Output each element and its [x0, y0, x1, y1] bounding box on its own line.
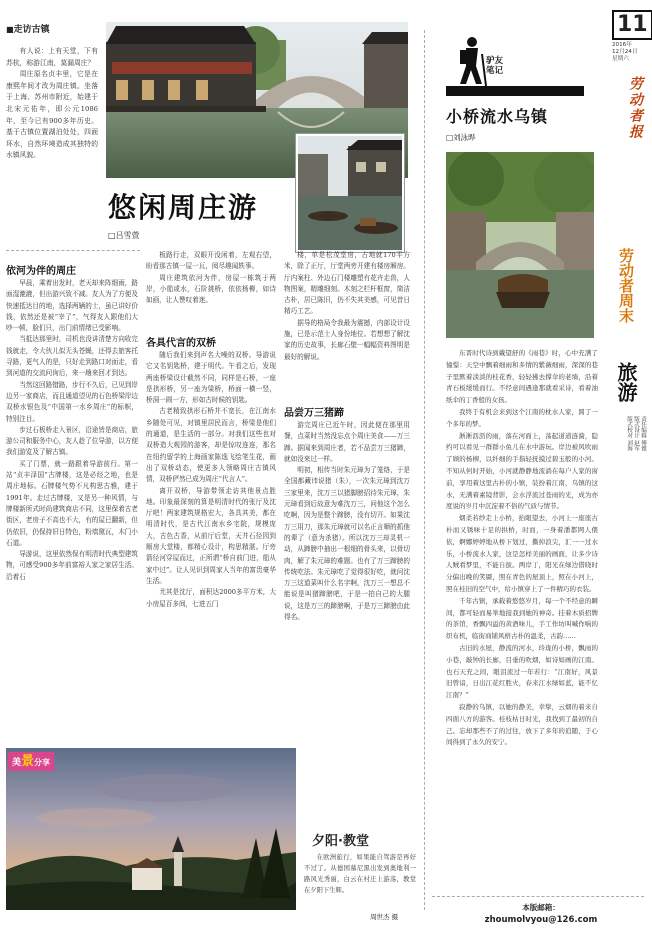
column-logo-text: 驴友 笔记	[486, 56, 504, 76]
section-heading: 品尝万三猪蹄	[284, 408, 344, 419]
photo-share-badge: 美景分享	[8, 752, 54, 771]
row-divider	[6, 250, 140, 251]
issue-date: 2016年 12月24日 星期六	[612, 42, 638, 62]
section-label: ■走访古镇	[6, 25, 50, 35]
intro-paragraph: 周庄原名贞丰里，它是在康熙年间才改为周庄镇。坐落于上海、苏州市附近，始建于北宋元佑年，即公元1086年，至今已有900多年历史。基于古镇位置湖泊处处，四面环水，自然环境造成其独特的水镇风貌。	[6, 70, 98, 160]
sunset-church-photo	[6, 748, 296, 910]
column-logo-block	[446, 30, 584, 96]
column-byline: □刘泳晔	[446, 133, 476, 142]
column-title: 小桥流水乌镇	[446, 107, 549, 126]
intro-paragraph: 有人说：上有天堂，下有苏杭，称游江南，莫漏周庄？	[6, 47, 98, 67]
intro-column	[6, 46, 98, 246]
mailbox-email[interactable]: zhoumolvyou@126.com	[484, 915, 598, 925]
page-number: 11	[612, 10, 652, 40]
feature-title: 悠闲周庄游	[108, 191, 259, 224]
section-heading: 依河为伴的周庄	[6, 266, 76, 277]
feature-column-2: 板路行走，双眼开没闲着，左观右望，盼看那古镇一屋一瓦，阅尽趣闻轶事。 周庄建筑依河为伴，房屋一栋筑于两岸，小船或水，石阶挑桥，依依杨柳，如诗如画，让人赞叹着迷。	[146, 251, 276, 305]
feature-byline: □吕雪萱	[108, 231, 140, 240]
canal-boats-inset-photo	[296, 134, 404, 252]
section-marker: ■	[6, 25, 14, 34]
wuzhen-canal-photo	[446, 152, 594, 338]
feature-column-3: 楼，单是松茂堂房，占地就170平方米，除了正厅，厅堂两旁开建有楼房厢房。厅内案柱、外边石门楼雕塑有花卉走兽，人物图案，精雕细刻。木刻之栏杆框窗，简洁古朴，居已陈旧，仍不失其美感，可见昔日精巧工艺。 据导的格局令我最为震撼，内部设计设施，已是示范士人身份地位。若想想了解沈家的历史故事，长廊石壁一幅幅资料图明是最好的解说。	[284, 251, 410, 361]
column-divider	[424, 30, 425, 910]
column-lead: 东晋时代诗到戴望舒的《雨巷》时，心中充满了憧憬：天空中飘着细雨和多情的紫薇细雨，深深的巷子里默着淡淡的桂花香，轻轻拂去撑伞的老墙，沿着青石板缓缓而行。不经意间遇逢那就看采诗，看着油纸伞的丁香般的女孩。	[446, 349, 598, 405]
photo-feature-title: 夕阳·教堂	[312, 834, 369, 849]
feature-column-1: 早晨，乘着出发时，老天却来阵细雨，路面湿漉漉，但出游兴致不减。友人为了方便及快速抵达目的地，选择两辆的士，虽已讲好价钱，依然还是被“宰了”，气得友人跟他们大吵一顿，脸们只，出门前情绪已受影响。 当抵达那里时，司机也没讲清楚方向收完钱就走，令大伙儿似无头苍蝇，还得去旅客托寻路，更气人的是，只好走到路口对面走，看到河道的交流问询后，来一趟来回才到达。 当然这回路错路，步行不久后，已见到岸边另一家商店，而且通道望见的石色桥梁岸边双桥水银色及“中国第一水乡周庄”的标帜，特别注目。 步过石板桥走入景区，沿途皆是商店，旅游公司和服务中心，友人趁了位导游，以方便我们游览及了解古镇。 买了门票，就一路跟着导游前行。第一站“贞丰泽国”古牌楼，这是必经之地，也是周庄地标。石牌楼气势不凡构思古雅，建于1991年。走过古牌楼，又是另一种风情，与牌楼新所式时尚建筑商店不同，这里保着古老街区，老房子不高也不大，有的屋已翻新，但仍依旧，仍保持旧日特色，粉墙黛瓦，木门小石道。 导游说，这里依然保有明清时代典型建筑物，可感受900多年前富裕人家之家居生活。沿着石	[6, 279, 138, 581]
feature-column-3b: 游完周庄已近午时，因此便在那里用餐，点菜时当然没忘点个周庄美食——万三蹄。据闻来到周庄者，若不品尝万三猪蹄，就如没来过一样。 明初，相传当时朱元璋为了笼络，于是全国都藏讳说猪（朱），一次朱元璋到沈万三家里来，沈万三以猪脚膀招待朱元璋，朱元璋看到后故意为难沈万三，问他这个怎么吃啊，因为是整个蹄膀，没有切开。如果沈万三用刀，那朱元璋就可以名正言顺的抓他的辈了（意为杀猪）。所以沈万三却灵机一动，从蹄膀中抽出一根细的骨头来，以骨切肉，解了朱元璋的难题。也有了万三蹄膀的传统吃法。朱元璋吃了觉得很好吃，就问沈万三这道菜叫什么名字啊，沈万三一想总不能说是叫猪蹄膀吧，于是一拍自己的大腿说，这是万三的蹄膀啊，于是万三蹄膀由此得名。	[284, 421, 410, 622]
column-body: 东晋时代诗到戴望舒的《雨巷》时，心中充满了憧憬：天空中飘着细雨和多情的紫薇细雨，深深的巷子里默着淡淡的桂花香，轻轻拂去撑伞的老墙，沿着青石板缓缓而行。不经意间遇逢那就看采诗，看着油纸伞的丁香般的女孩。 我终于有机会来到这个江南的枕水人家，圆了一个多年的梦。 淅淅沥沥的雨，落在河面上，荡起道道涟漪，隐约可以看见一群群小鱼儿在水中游玩。岸边被风吹雨了顾的杨柳，以纤细的手指轻抚摸过碧玉般的小河。不知从何时开始，小河就静静地流淌在每户人家的窗前，享用着这里古朴的小镇，装扮着江南，乌镇的这水，无满着素镜背影，会水浮流过苍雨的光，成为亦度说的岁月中沉淀着不俗的气质与情节。 烟柔若纱走上小桥，抬眼望去，小河上一座座古朴而又锈味十足的拱桥，时而，一身着潘都网人偎依，婀娜婷婷地从桥下划过，撕掉浪尖，汇一一过水乐，小桥流水人家，这是怎样美丽的画面，让多少诗人贼看梦里，不能自拔。两岸丁，阳光在绿边借晓时分偏出晚的笑靥，照在青色的屋顶上，照在小河上，照在桂旧的空气中，给小镇穿上了一件精巧的衣装。 千年古镇，承载着悠悠岁月，每一个不经意的瞬间，都可轻而易举地接我到她的神奇。挂着木质招牌的茶馆，香飘四溢的黄酒味儿，手工作坊叫喊作响的织布机，临街商铺风格古朴的温柔，古韵…… 古旧的水屋，静流的河水，玲珑的小桥，飘雨的小巷，敲钟的长廊，目垂的吹烟，如诗如画的江南。也石天充之间，眼泪流过一年若行：“江南好，风景旧曾谙，日出江花红胜火，春来江水绿如蓝，能不忆江南？” 寂静的乌镇，以她的静美，幸挚，云烟的着来自四面八方的游客。桂枝枯日时光，我找到了最初的自己。忘却那些不了的过往，放下了多年的追随，于心间得到了永久的安宁。	[446, 349, 598, 747]
mailbox: 本版邮箱： zhoumolvyou@126.com	[466, 902, 616, 926]
mailbox-divider	[432, 896, 644, 897]
masthead-logo: 劳动者报	[627, 76, 643, 140]
hiker-icon	[446, 30, 584, 96]
edition-title-2: 旅游	[614, 362, 638, 402]
section-heading: 各具代言的双桥	[146, 338, 216, 349]
feature-column-2b: 随后我们来到声名大噪的双桥。导游说它又名钥匙桥，建于明代。午看之后，发现两座桥梁设计截然不同，同样是石桥，一座是拱形桥，另一座为梁桥，桥面一横一竖，桥洞一圆一方，形如古时候的钥匙。 古老精致拱形石桥并不宽长，在江南水乡随处可见，对镇里居民而言，桥梁是他们的通道，是生活的一部分。对我们这些也对双桥造大观园的游客，却是惊叹连连，那名在纽约留学的上海画家陈逸飞绘笔生花，画出了双桥动态，使更多人领略周庄古镇风情，双桥俨然已成为周庄“代言人”。 离开双桥，导游带领走访其他景点胜地。印象最深刻的算是明清时代的张厅及沈厅吧！两家建筑规格宏大，各具其美，都在明清时代，是古代江南水乡宅院，规模庞大，古色古香，从前厅后堂，天井石径园到厕房大堂楼，都精心设计，构思精湛。厅旁箭径河穿屋而过，正所谓“桥自前门进，船从家中过”。让人见识到周家人当年的富贵豪华生活。 尤其是沈厅，面积达2000多平方米，大小房屋百多间，七进五门	[146, 351, 276, 608]
edition-title-1: 劳动者周末	[617, 248, 635, 323]
photo-credit: 周世杰 摄	[370, 913, 399, 921]
photo-feature-text: 在欧洲旅行，如果能自驾游是再好不过了。从德国慕尼黑出发到奥地利一路风光秀丽，白云在村庄上游荡，教堂在夕阳下生辉。	[304, 854, 416, 894]
editor-credits: 责任编辑 傅雅 版式设计 赵军 版式校对 刘海	[626, 416, 646, 452]
